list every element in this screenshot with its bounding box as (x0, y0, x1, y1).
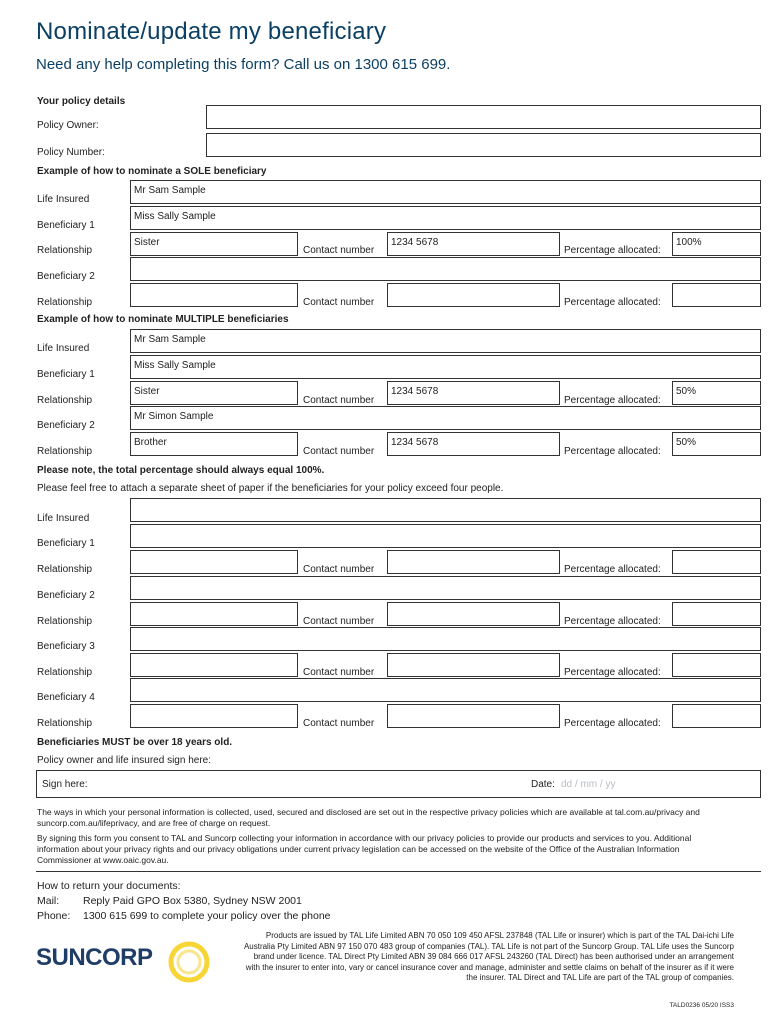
sign-here-label: Sign here: (42, 779, 88, 790)
beneficiary-2-label: Beneficiary 2 (37, 420, 95, 431)
attach-sheet-note: Please feel free to attach a separate sheet of paper if the beneficiaries for your policy exceed four people. (37, 483, 504, 494)
beneficiary-3-label: Beneficiary 3 (37, 641, 95, 652)
percentage-3-field[interactable] (672, 653, 761, 677)
percentage-label: Percentage allocated: (564, 616, 661, 627)
sole-relationship-2-field[interactable] (130, 283, 298, 307)
percentage-label: Percentage allocated: (564, 564, 661, 575)
privacy-paragraph-2: By signing this form you consent to TAL and Suncorp collecting your information in accordance with our privacy policies to provide our products and services to you. Additional information about your privacy rights and our privacy obligations under current privacy legislation can be accessed on the website of the Office of the Australian Information Commissioner at www.oaic.gov.au. (37, 833, 692, 865)
life-insured-label: Life Insured (37, 194, 90, 205)
beneficiary-2-field[interactable] (130, 576, 761, 600)
contact-number-label: Contact number (303, 395, 375, 406)
contact-3-field[interactable] (387, 653, 560, 677)
sole-example-heading: Example of how to nominate a SOLE beneficiary (37, 166, 267, 177)
beneficiary-4-label: Beneficiary 4 (37, 692, 95, 703)
sole-life-insured-field[interactable]: Mr Sam Sample (130, 180, 761, 204)
contact-4-field[interactable] (387, 704, 560, 728)
relationship-label: Relationship (37, 667, 93, 678)
contact-number-label: Contact number (303, 245, 375, 256)
sign-intro: Policy owner and life insured sign here: (37, 755, 211, 766)
help-subtitle: Need any help completing this form? Call us on 1300 615 699. (36, 56, 451, 73)
relationship-1-field[interactable] (130, 550, 298, 574)
mail-address: Reply Paid GPO Box 5380, Sydney NSW 2001 (83, 895, 302, 907)
contact-number-label: Contact number (303, 297, 375, 308)
contact-number-label: Contact number (303, 718, 375, 729)
contact-number-label: Contact number (303, 616, 375, 627)
beneficiary-3-field[interactable] (130, 627, 761, 651)
relationship-label: Relationship (37, 564, 93, 575)
multi-beneficiary-1-field[interactable]: Miss Sally Sample (130, 355, 761, 379)
percentage-4-field[interactable] (672, 704, 761, 728)
relationship-label: Relationship (37, 297, 93, 308)
multi-relationship-2-field[interactable]: Brother (130, 432, 298, 456)
multi-contact-2-field[interactable]: 1234 5678 (387, 432, 560, 456)
policy-owner-field[interactable] (206, 105, 761, 129)
privacy-paragraph-1: The ways in which your personal information is collected, used, secured and disclosed are set out in the respective privacy policies which are available at tal.com.au/privacy and suncorp.com.au/lifeprivacy, and are free of charge on request. (37, 807, 700, 828)
life-insured-label: Life Insured (37, 513, 90, 524)
contact-1-field[interactable] (387, 550, 560, 574)
percentage-1-field[interactable] (672, 550, 761, 574)
relationship-3-field[interactable] (130, 653, 298, 677)
multiple-example-heading: Example of how to nominate MULTIPLE beneficiaries (37, 314, 289, 325)
sole-percentage-2-field[interactable] (672, 283, 761, 307)
contact-number-label: Contact number (303, 667, 375, 678)
multi-contact-1-field[interactable]: 1234 5678 (387, 381, 560, 405)
relationship-label: Relationship (37, 245, 93, 256)
beneficiary-2-label: Beneficiary 2 (37, 590, 95, 601)
sun-icon (166, 940, 212, 989)
relationship-2-field[interactable] (130, 602, 298, 626)
logo-wordmark: SUNCORP (36, 944, 153, 971)
sole-beneficiary-1-field[interactable]: Miss Sally Sample (130, 206, 761, 230)
form-code: TALD0236 05/20 ISS3 (669, 1002, 734, 1009)
policy-number-field[interactable] (206, 133, 761, 157)
sole-beneficiary-2-field[interactable] (130, 257, 761, 281)
percentage-label: Percentage allocated: (564, 718, 661, 729)
relationship-label: Relationship (37, 616, 93, 627)
percentage-label: Percentage allocated: (564, 297, 661, 308)
date-label: Date: (531, 779, 555, 790)
beneficiary-1-label: Beneficiary 1 (37, 369, 95, 380)
total-percentage-note: Please note, the total percentage should always equal 100%. (37, 465, 325, 476)
relationship-label: Relationship (37, 395, 93, 406)
beneficiary-1-field[interactable] (130, 524, 761, 548)
contact-number-label: Contact number (303, 564, 375, 575)
policy-number-label: Policy Number: (37, 147, 105, 158)
multi-beneficiary-2-field[interactable]: Mr Simon Sample (130, 406, 761, 430)
signature-field[interactable] (36, 770, 761, 798)
beneficiary-4-field[interactable] (130, 678, 761, 702)
phone-label: Phone: (37, 910, 71, 922)
percentage-label: Percentage allocated: (564, 395, 661, 406)
policy-owner-label: Policy Owner: (37, 120, 99, 131)
relationship-4-field[interactable] (130, 704, 298, 728)
multi-life-insured-field[interactable]: Mr Sam Sample (130, 329, 761, 353)
percentage-label: Percentage allocated: (564, 667, 661, 678)
contact-number-label: Contact number (303, 446, 375, 457)
beneficiary-2-label: Beneficiary 2 (37, 271, 95, 282)
sole-percentage-1-field[interactable]: 100% (672, 232, 761, 256)
legal-disclaimer: Products are issued by TAL Life Limited ABN 70 050 109 450 AFSL 237848 (TAL Life or insurer) which is part of the TAL Dai-ichi Life Australia Pty Limited ABN 97 150 070 483 group of companies (TAL). TAL Life is not part of the Suncorp Group. TAL Life uses the Suncorp brand under licence. TAL Direct Pty Limited ABN 39 084 666 017 AFSL 243260 (TAL Direct) has been authorised under an arrangement with the insurer to enter into, vary or cancel insurance cover and manage, administer and settle claims on behalf of the insurer as if it were the insurer. TAL Direct and TAL Life are part of the TAL group of companies. (243, 931, 734, 982)
multi-relationship-1-field[interactable]: Sister (130, 381, 298, 405)
mail-label: Mail: (37, 895, 60, 907)
multi-percentage-2-field[interactable]: 50% (672, 432, 761, 456)
sole-relationship-1-field[interactable]: Sister (130, 232, 298, 256)
percentage-label: Percentage allocated: (564, 446, 661, 457)
percentage-2-field[interactable] (672, 602, 761, 626)
date-field[interactable]: dd / mm / yy (561, 779, 616, 790)
divider (36, 871, 761, 872)
policy-details-heading: Your policy details (37, 96, 126, 107)
suncorp-logo (36, 944, 153, 972)
sole-contact-1-field[interactable]: 1234 5678 (387, 232, 560, 256)
beneficiary-1-label: Beneficiary 1 (37, 220, 95, 231)
life-insured-field[interactable] (130, 498, 761, 522)
phone-number: 1300 615 699 to complete your policy over the phone (83, 910, 331, 922)
beneficiary-1-label: Beneficiary 1 (37, 538, 95, 549)
age-requirement-note: Beneficiaries MUST be over 18 years old. (37, 737, 233, 748)
percentage-label: Percentage allocated: (564, 245, 661, 256)
life-insured-label: Life Insured (37, 343, 90, 354)
relationship-label: Relationship (37, 718, 93, 729)
page-title: Nominate/update my beneficiary (36, 18, 387, 45)
multi-percentage-1-field[interactable]: 50% (672, 381, 761, 405)
contact-2-field[interactable] (387, 602, 560, 626)
sole-contact-2-field[interactable] (387, 283, 560, 307)
relationship-label: Relationship (37, 446, 93, 457)
return-heading: How to return your documents: (37, 880, 181, 892)
